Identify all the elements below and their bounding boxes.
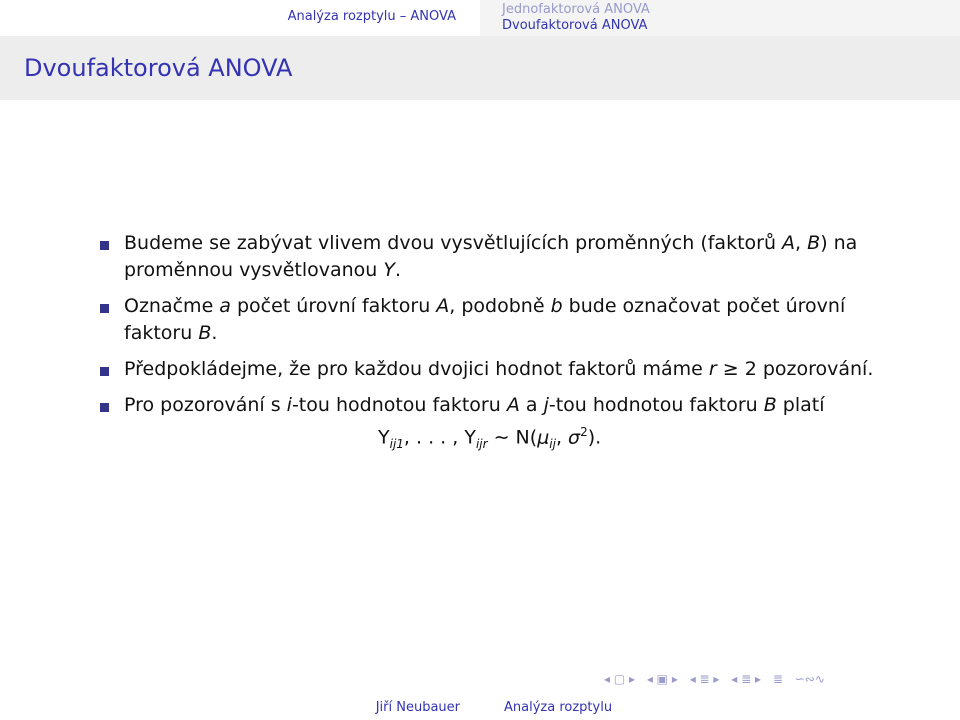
formula-subscript: ij <box>549 437 556 452</box>
math-symbol: Y <box>383 259 395 281</box>
math-symbol: j <box>543 394 549 416</box>
text: Předpokládejme, že pro každou dvojici hodnot faktorů máme <box>124 358 709 380</box>
list-item <box>100 356 880 383</box>
text: a <box>519 394 544 416</box>
text: . <box>395 259 402 281</box>
math-symbol: A <box>782 232 796 254</box>
formula-symbol: σ <box>568 426 581 449</box>
footer-left <box>0 696 480 720</box>
nav-appendix-icon[interactable]: ≣ <box>772 672 783 686</box>
formula-superscript: 2 <box>580 425 588 439</box>
bullet-icon <box>100 241 109 250</box>
bullet-icon <box>100 367 109 376</box>
formula-text: N( <box>515 426 538 449</box>
list-item <box>100 392 880 459</box>
text: Budeme se zabývat vlivem dvou vysvětlujících proměnných (faktorů <box>124 232 783 254</box>
math-symbol: A <box>436 295 450 317</box>
formula-symbol: μ <box>537 426 550 449</box>
list-item <box>100 230 880 284</box>
footer-author: Jiří Neubauer <box>375 700 460 715</box>
math-symbol: b <box>550 295 563 317</box>
header-right <box>480 0 960 36</box>
formula-text: ). <box>587 426 602 449</box>
math-symbol: i <box>286 394 292 416</box>
text: , podobně <box>449 295 551 317</box>
text: ≥ 2 pozorování. <box>716 358 874 380</box>
page-title: Dvoufaktorová ANOVA <box>24 54 293 82</box>
text: Pro pozorování s <box>124 394 287 416</box>
math-symbol: r <box>708 358 717 380</box>
nav-subsection-icon[interactable]: ◂ ▣ ▸ <box>646 672 678 686</box>
footer-right <box>480 696 960 720</box>
formula-text: , . . . , <box>403 426 465 449</box>
math-symbol: A <box>506 394 520 416</box>
formula-symbol: Y <box>464 426 476 449</box>
text: ) na proměnnou vysvětlovanou <box>124 232 858 281</box>
formula-text: ∼ <box>487 426 516 449</box>
beamer-navigation-symbols <box>604 672 954 692</box>
list-item <box>100 293 880 347</box>
text: počet úrovní faktoru <box>230 295 437 317</box>
nav-document-icon[interactable]: ◂ ≣ ▸ <box>731 672 761 686</box>
formula-subscript: ijr <box>475 437 488 452</box>
footer-title: Analýza rozptylu <box>504 700 613 715</box>
formula-symbol: Y <box>378 426 390 449</box>
text: -tou hodnotou faktoru <box>548 394 764 416</box>
footer <box>0 696 960 720</box>
text: , <box>795 232 808 254</box>
header-left <box>0 0 480 36</box>
header-navigation <box>0 0 960 36</box>
nav-subsection-jednofaktorova[interactable]: Jednofaktorová ANOVA <box>502 2 650 17</box>
nav-section-link[interactable]: Analýza rozptylu – ANOVA <box>287 9 456 24</box>
formula-text: , <box>555 426 569 449</box>
formula <box>124 417 880 459</box>
bullet-icon <box>100 304 109 313</box>
text: . <box>211 322 218 344</box>
nav-search-icon[interactable]: ∽∾∿ <box>794 672 825 686</box>
slide-content <box>100 230 880 468</box>
text: platí <box>776 394 825 416</box>
math-symbol: B <box>807 232 821 254</box>
frame-title-band <box>0 36 960 100</box>
text: bude označovat počet úrovní faktoru <box>124 295 846 344</box>
nav-subsection-dvoufaktorova[interactable]: Dvoufaktorová ANOVA <box>502 18 648 33</box>
math-symbol: B <box>198 322 212 344</box>
text: Označme <box>124 295 220 317</box>
math-symbol: B <box>763 394 777 416</box>
nav-frame-icon[interactable]: ◂ ▢ ▸ <box>604 672 636 686</box>
formula-subscript: ij1 <box>389 437 404 452</box>
math-symbol: a <box>219 295 231 317</box>
text: -tou hodnotou faktoru <box>291 394 507 416</box>
nav-section-icon[interactable]: ◂ ≣ ▸ <box>689 672 720 686</box>
bullet-icon <box>100 403 109 412</box>
nav-subsections <box>502 2 650 34</box>
